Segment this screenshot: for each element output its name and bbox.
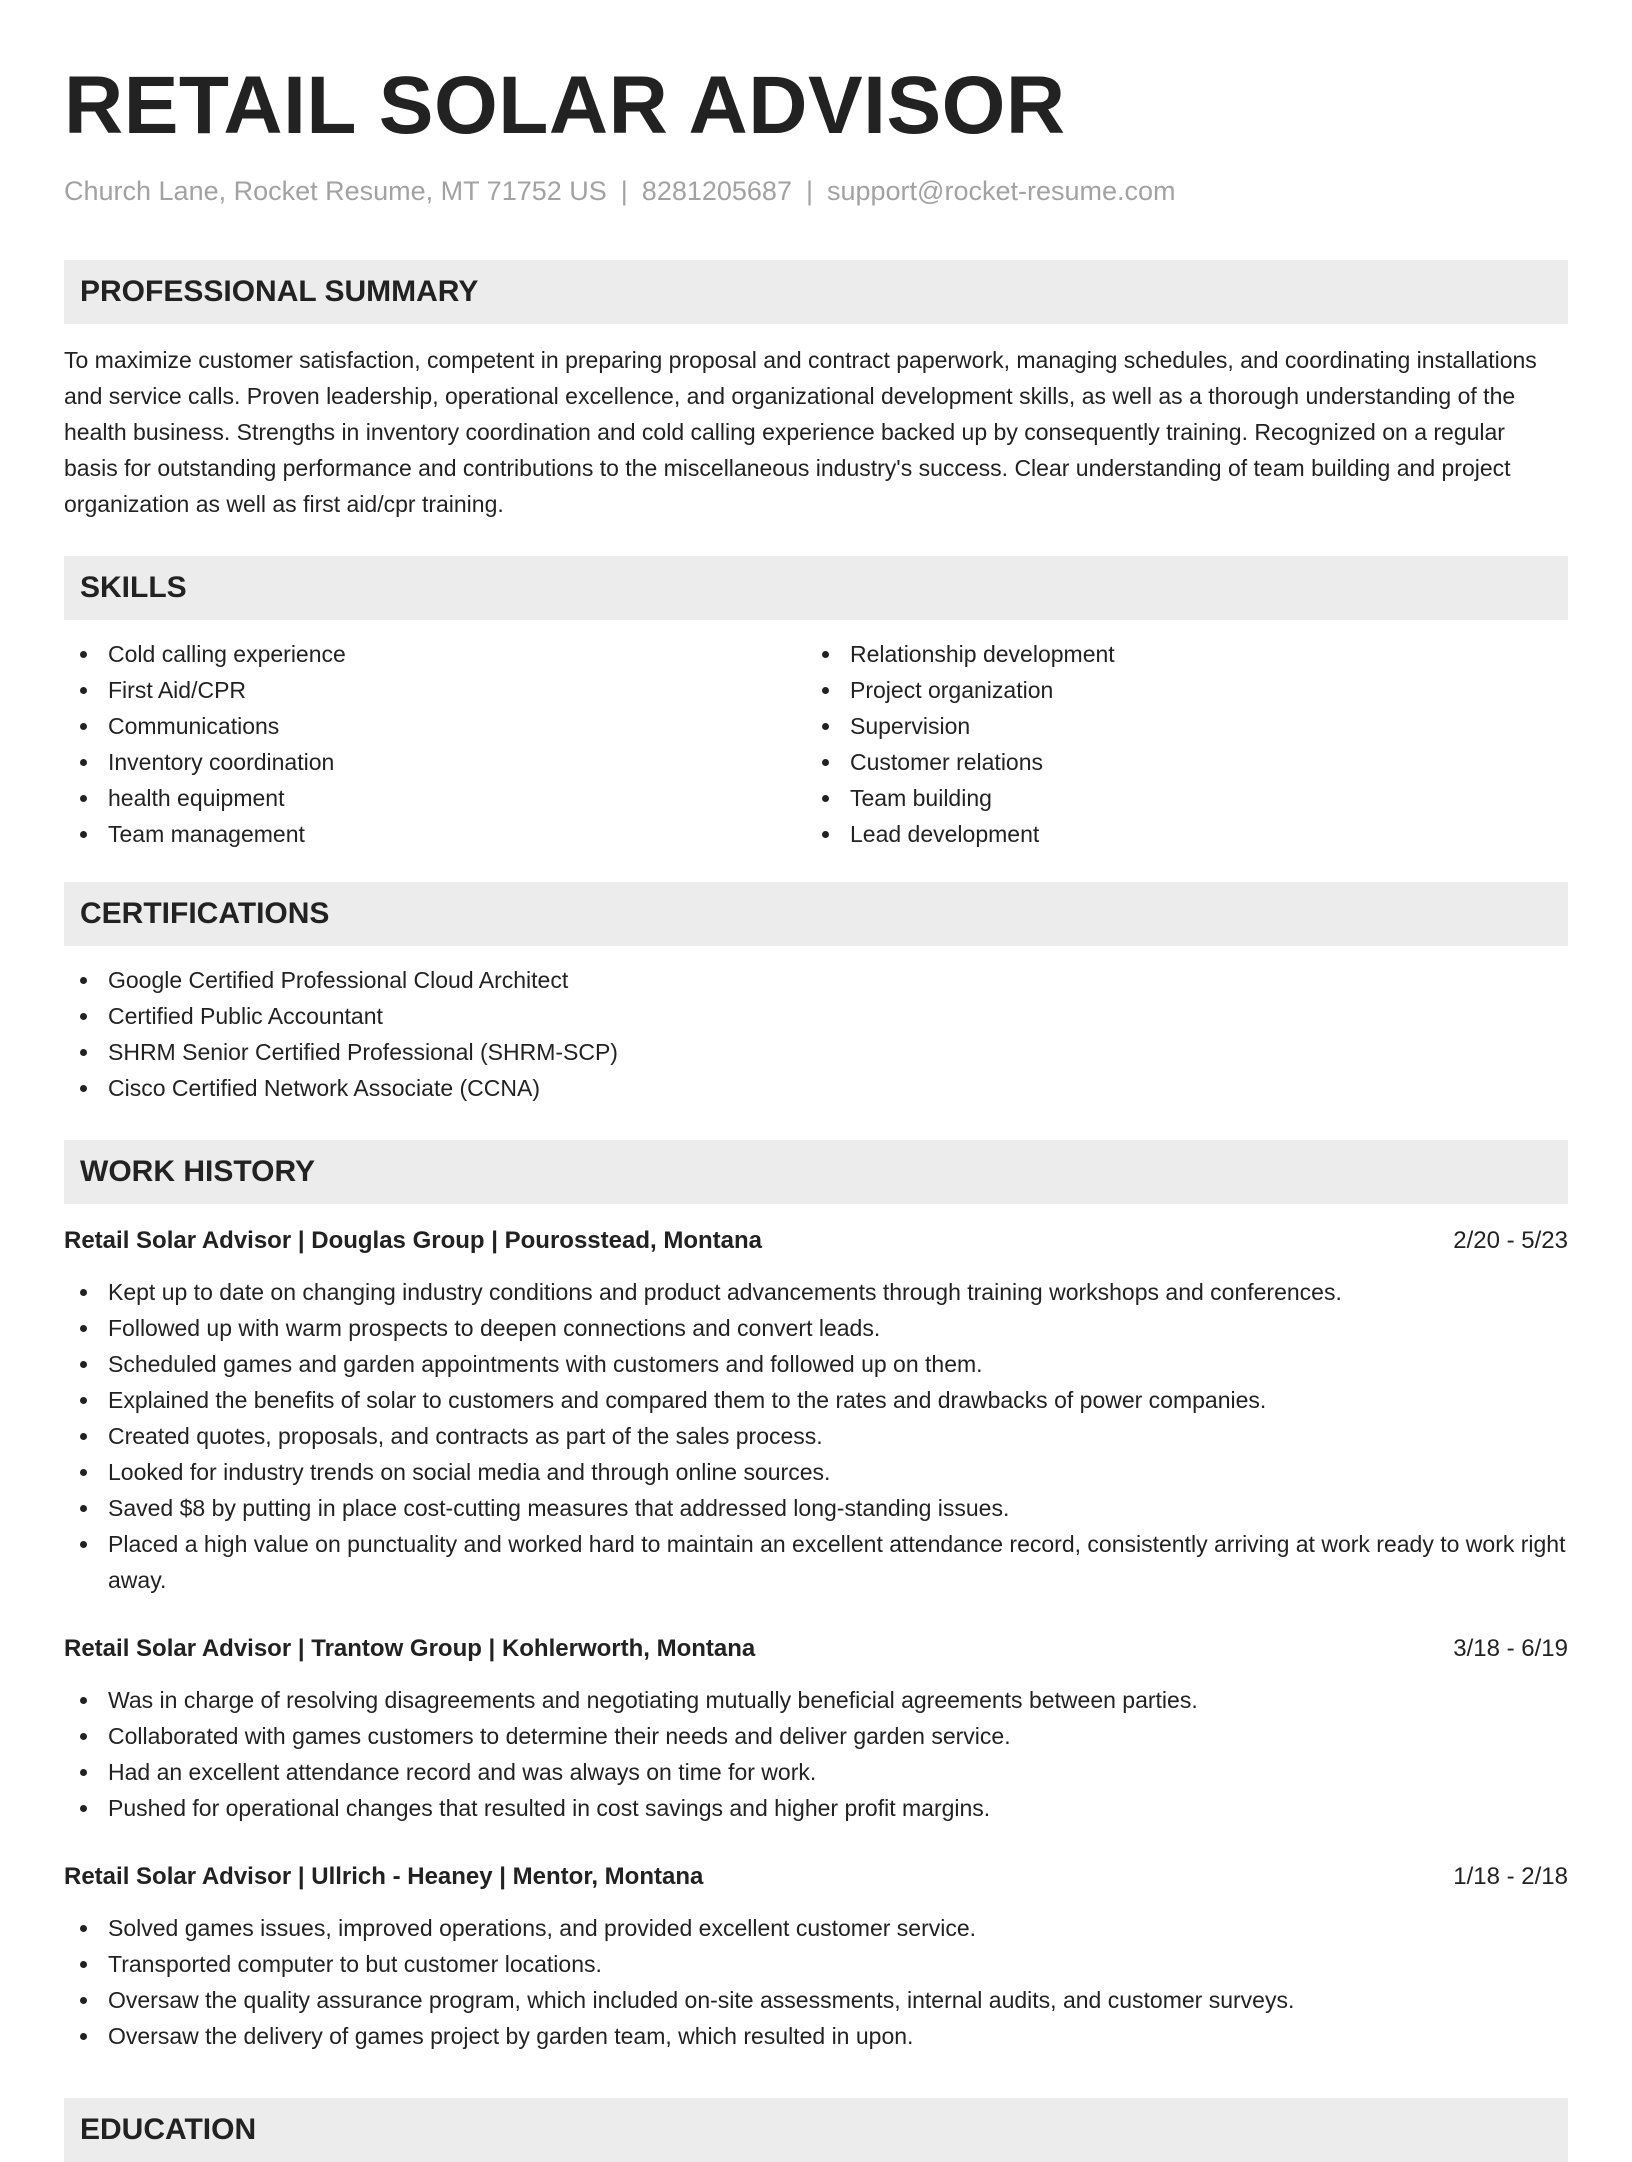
contact-address: Church Lane, Rocket Resume, MT 71752 US <box>64 176 607 206</box>
job-title: Retail Solar Advisor | Douglas Group | Pourosstead, Montana <box>64 1227 762 1254</box>
job-dates: 3/18 - 6/19 <box>1453 1635 1568 1662</box>
section-heading-summary: PROFESSIONAL SUMMARY <box>64 260 1568 324</box>
job-bullet: Kept up to date on changing industry conditions and product advancements through training workshops and conferences. <box>64 1274 1568 1310</box>
job-title-row <box>64 1860 1568 1894</box>
job-bullet: Created quotes, proposals, and contracts as part of the sales process. <box>64 1418 1568 1454</box>
skills-grid <box>64 636 1568 852</box>
job-bullets <box>64 1910 1568 2054</box>
skill-item: Communications <box>64 708 806 744</box>
job-bullet: Scheduled games and garden appointments with customers and followed up on them. <box>64 1346 1568 1382</box>
section-heading-certifications: CERTIFICATIONS <box>64 882 1568 946</box>
job-entry <box>64 1224 1568 1598</box>
contact-separator: | <box>805 176 813 206</box>
job-title-row <box>64 1632 1568 1666</box>
job-entry <box>64 1860 1568 2054</box>
skill-item: Customer relations <box>806 744 1548 780</box>
skill-item: Inventory coordination <box>64 744 806 780</box>
skills-list-right <box>806 636 1548 852</box>
section-heading-skills: SKILLS <box>64 556 1568 620</box>
certification-item: Cisco Certified Network Associate (CCNA) <box>64 1070 1568 1106</box>
job-bullet: Oversaw the delivery of games project by garden team, which resulted in upon. <box>64 2018 1568 2054</box>
skill-item: Lead development <box>806 816 1548 852</box>
job-bullet: Placed a high value on punctuality and worked hard to maintain an excellent attendance record, consistently arriving at work ready to work right away. <box>64 1526 1568 1598</box>
job-dates: 1/18 - 2/18 <box>1453 1863 1568 1890</box>
contact-phone: 8281205687 <box>641 176 792 206</box>
job-bullet: Solved games issues, improved operations, and provided excellent customer service. <box>64 1910 1568 1946</box>
job-bullet: Was in charge of resolving disagreements and negotiating mutually beneficial agreements between parties. <box>64 1682 1568 1718</box>
job-bullet: Looked for industry trends on social media and through online sources. <box>64 1454 1568 1490</box>
job-bullet: Oversaw the quality assurance program, which included on-site assessments, internal audits, and customer surveys. <box>64 1982 1568 2018</box>
skill-item: Team building <box>806 780 1548 816</box>
job-bullet: Explained the benefits of solar to customers and compared them to the rates and drawbacks of power companies. <box>64 1382 1568 1418</box>
job-bullet: Had an excellent attendance record and was always on time for work. <box>64 1754 1568 1790</box>
certifications-list <box>64 962 1568 1106</box>
contact-line <box>64 174 1568 208</box>
summary-text: To maximize customer satisfaction, competent in preparing proposal and contract paperwork, managing schedules, and coordinating installations and service calls. Proven leadership, operational excellence, and organizational development skills, as well as a thorough understanding of the health business. Strengths in inventory coordination and cold calling experience backed up by consequently training. Recognized on a regular basis for outstanding performance and contributions to the miscellaneous industry's success. Clear understanding of team building and project organization as well as first aid/cpr training. <box>64 347 1537 517</box>
candidate-name: RETAIL SOLAR ADVISOR <box>64 60 1066 151</box>
skill-item: Supervision <box>806 708 1548 744</box>
contact-email: support@rocket-resume.com <box>826 176 1176 206</box>
job-bullet: Pushed for operational changes that resulted in cost savings and higher profit margins. <box>64 1790 1568 1826</box>
skill-item: Project organization <box>806 672 1548 708</box>
contact-separator: | <box>620 176 628 206</box>
job-bullet: Followed up with warm prospects to deepen connections and convert leads. <box>64 1310 1568 1346</box>
job-title: Retail Solar Advisor | Ullrich - Heaney | Mentor, Montana <box>64 1863 704 1890</box>
job-dates: 2/20 - 5/23 <box>1453 1227 1568 1254</box>
section-heading-education: EDUCATION <box>64 2098 1568 2162</box>
skill-item: First Aid/CPR <box>64 672 806 708</box>
section-heading-work-history: WORK HISTORY <box>64 1140 1568 1204</box>
job-bullet: Collaborated with games customers to determine their needs and deliver garden service. <box>64 1718 1568 1754</box>
job-title-row <box>64 1224 1568 1258</box>
certification-item: Google Certified Professional Cloud Architect <box>64 962 1568 998</box>
skill-item: health equipment <box>64 780 806 816</box>
job-bullet: Transported computer to but customer locations. <box>64 1946 1568 1982</box>
skill-item: Relationship development <box>806 636 1548 672</box>
job-entry <box>64 1632 1568 1826</box>
job-bullets <box>64 1682 1568 1826</box>
job-bullets <box>64 1274 1568 1598</box>
skills-list-left <box>64 636 806 852</box>
job-title: Retail Solar Advisor | Trantow Group | Kohlerworth, Montana <box>64 1635 756 1662</box>
certification-item: Certified Public Accountant <box>64 998 1568 1034</box>
skill-item: Cold calling experience <box>64 636 806 672</box>
job-bullet: Saved $8 by putting in place cost-cutting measures that addressed long-standing issues. <box>64 1490 1568 1526</box>
certification-item: SHRM Senior Certified Professional (SHRM-SCP) <box>64 1034 1568 1070</box>
skill-item: Team management <box>64 816 806 852</box>
